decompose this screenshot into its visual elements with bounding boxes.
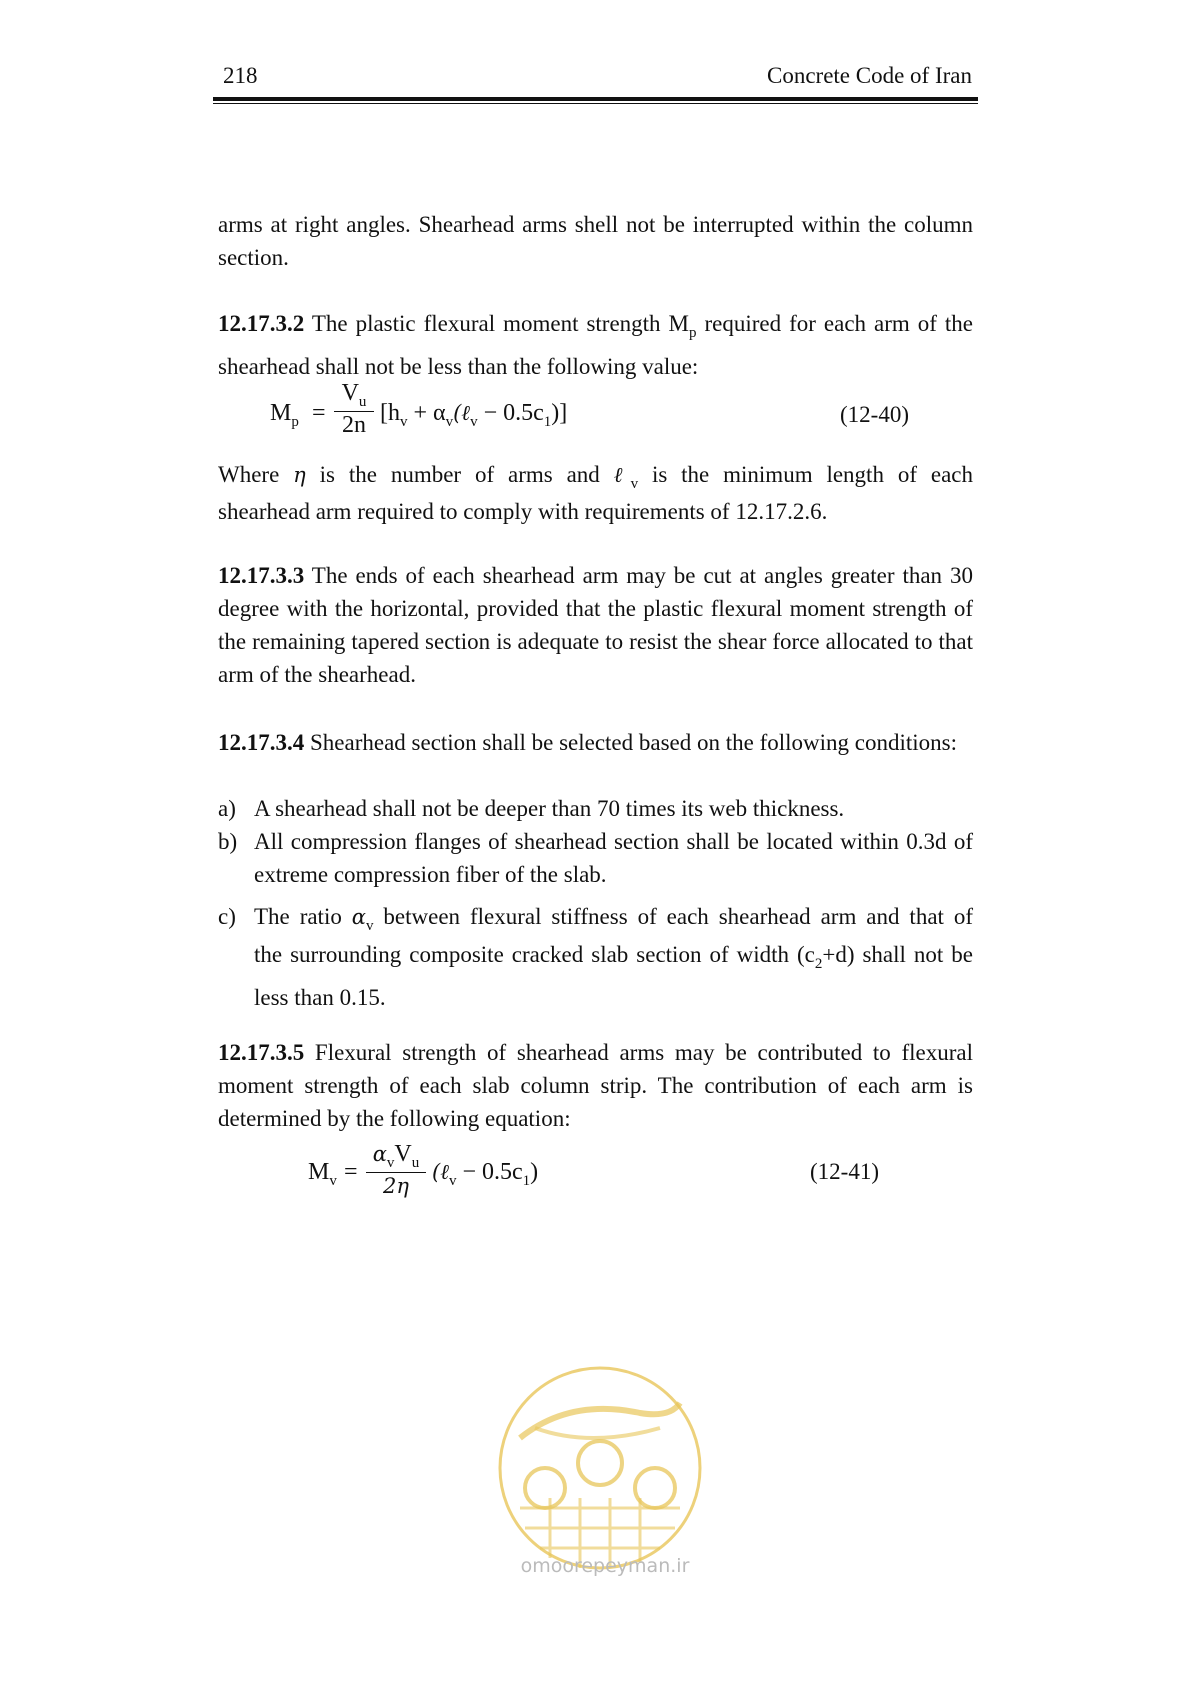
list-item-b [218,825,973,891]
section-12-17-3-3 [218,559,973,691]
equation-12-40 [270,380,830,458]
equation-12-41 [308,1141,808,1215]
section-12-17-3-5 [218,1036,973,1135]
paragraph-continuation: arms at right angles. Shearhead arms shell not be interrupted within the column section. [218,212,973,270]
section-text: Shearhead section shall be selected based on the following conditions: [304,730,958,755]
eq-numerator: $V_u$ [341,380,367,410]
section-text: The plastic flexural moment strength M [304,311,689,336]
eta-symbol: η [293,463,306,487]
eq-body: (ℓ$_v$ − $0.5c_1$) [432,1159,539,1189]
header-rule-thin [213,103,978,104]
section-number: 12.17.3.3 [218,563,305,588]
equation-number-12-41: (12-41) [810,1159,879,1184]
list-marker: a) [218,796,236,821]
section-text: The ends of each shearhead arm may be cut at angles greater than 30 degree with the horizontal, provided that the plastic flexural moment strength of the remaining tapered section is adequate to resist the shear force allocated to that arm of the shearhead. [218,563,973,687]
eq-denominator: 2n [342,412,366,438]
list-text-line-2: the surrounding composite cracked slab section of width $(c_2+d)$ shall not be less than 0.15. [254,942,974,1010]
eq-lhs: $M_p$ [270,400,299,430]
list-text: All compression flanges of shearhead section shall be located within 0.3d of extreme compression fiber of the slab. [254,829,973,887]
list-item-a [218,792,973,825]
alpha-symbol: α [351,905,366,929]
eq-denominator: 2η [383,1174,409,1198]
section-number: 12.17.3.2 [218,311,305,336]
eq-fraction [366,1141,426,1200]
running-title: Concrete Code of Iran [766,63,972,88]
section-number: 12.17.3.5 [218,1040,305,1065]
header-rule-thick [213,97,978,101]
watermark-url: omoorepeyman.ir [520,1555,690,1577]
list-marker: c) [218,904,236,929]
eq-equals: = [344,1159,358,1185]
gear-seal-logo-icon [490,1358,710,1578]
equation-number-12-40: (12-40) [840,402,909,427]
section-12-17-3-2 [218,307,973,383]
section-text: Flexural strength of shearhead arms may be contributed to flexural moment strength of each slab column strip. The contribution of each arm is determined by the following equation: [218,1040,973,1131]
eq-equals: = [312,400,326,426]
list-text-line-1: The ratio $\alpha_v$ between flexural stiffness of each shearhead arm and that of [254,904,974,934]
list-item-c [218,900,974,1010]
section-text-cont: required for each arm of the shearhead shall not be less than the following value: [218,311,973,379]
subscript: p [689,325,697,341]
section-12-17-3-4 [218,726,973,759]
section-number: 12.17.3.4 [218,730,305,755]
where-line-2: shearhead arm required to comply with requirements of 12.17.2.6. [218,499,828,524]
list-text: A shearhead shall not be deeper than 70 times its web thickness. [254,796,845,821]
page-number: 218 [223,63,258,88]
eq-fraction [334,380,374,439]
where-line-1: Where η is the number of arms and ℓ$_v$ is the minimum length of each [218,462,973,492]
eq-numerator: $\alpha_vV_u$ [372,1141,420,1171]
eq-body: [$h_v$ + $\alpha_v(\ell_v - 0.5c_1)$] [380,400,568,430]
list-marker: b) [218,829,238,854]
eq-lhs: $M_v$ [308,1159,337,1189]
